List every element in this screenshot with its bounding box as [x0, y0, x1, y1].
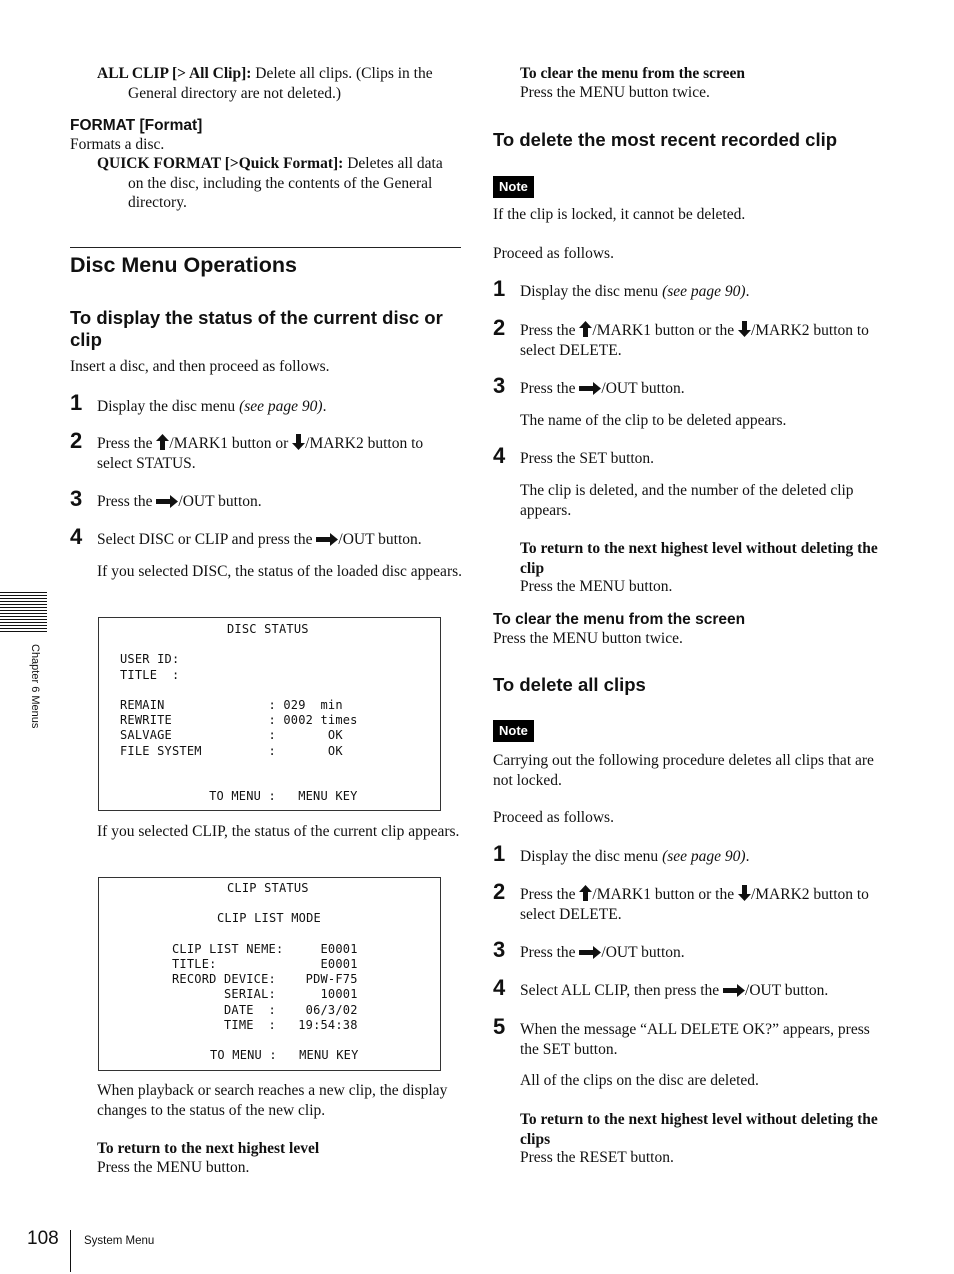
step-text: Press the /OUT button.: [520, 380, 685, 397]
screen-line: CLIP STATUS: [227, 881, 309, 895]
quick-format-desc: Deletes all data on the disc, including the contents of the General directory.: [128, 155, 443, 211]
screen-line: [120, 637, 358, 652]
footer-divider: [70, 1230, 71, 1272]
chapter-side-label: Chapter 6 Menus: [29, 644, 41, 729]
down-arrow-icon: [292, 434, 305, 450]
screen-line: TITLE :: [120, 667, 180, 682]
step-text: Select DISC or CLIP and press the /OUT button.: [97, 531, 422, 548]
playback-note: When playback or search reaches a new clip, the display changes to the status of the new clip.: [97, 1082, 448, 1119]
clear-heading-top: To clear the menu from the screen: [520, 65, 745, 82]
screen-line: TO MENU : MENU KEY: [210, 1048, 359, 1063]
name-appears: The name of the clip to be deleted appears.: [520, 412, 787, 429]
down-arrow-icon: [738, 885, 751, 901]
page-number: 108: [27, 1228, 59, 1249]
status-intro: Insert a disc, and then proceed as follows.: [70, 358, 330, 375]
return-no-delete-heading: To return to the next highest level without deleting the clip: [520, 540, 878, 577]
screen-line: TO MENU : MENU KEY: [120, 789, 358, 804]
format-heading: FORMAT [Format]: [70, 117, 203, 134]
screen-line: SALVAGE : OK: [120, 728, 343, 743]
step-text: Press the /OUT button.: [97, 493, 262, 510]
note-label: Note: [493, 720, 534, 742]
screen-line: REWRITE : 0002 times: [120, 713, 358, 728]
note-label: Note: [493, 176, 534, 198]
screen-line: [120, 759, 358, 774]
up-arrow-icon: [579, 321, 592, 337]
quick-format-term: QUICK FORMAT [>Quick Format]:: [97, 155, 344, 172]
all-clip-item: [97, 64, 462, 103]
delete-recent-heading: To delete the most recent recorded clip: [493, 129, 838, 150]
step-number: 2: [493, 315, 506, 340]
step-number: 2: [70, 428, 83, 453]
screen-line: REMAIN : 029 min: [120, 698, 343, 713]
screen-line: SERIAL: 10001: [172, 987, 358, 1002]
screen-line: TIME : 19:54:38: [172, 1017, 358, 1032]
step-text: When the message “ALL DELETE OK?” appears, press the SET button.: [520, 1021, 870, 1058]
up-arrow-icon: [156, 434, 169, 450]
right-arrow-icon: [723, 984, 745, 997]
right-arrow-icon: [579, 382, 601, 395]
step-text: Display the disc menu (see page 90).: [97, 398, 327, 415]
right-arrow-icon: [579, 946, 601, 959]
step-number: 3: [493, 373, 506, 398]
return-no-delete-text: Press the MENU button.: [520, 578, 673, 595]
up-arrow-icon: [579, 885, 592, 901]
screen-line: RECORD DEVICE: PDW-F75: [172, 972, 358, 987]
clear-text: Press the MENU button twice.: [493, 630, 683, 647]
step-number: 3: [493, 937, 506, 962]
step-number: 4: [70, 524, 83, 549]
screen-line: CLIP LIST NEME: E0001: [172, 941, 358, 956]
step-text: Press the /MARK1 button or /MARK2 button to select STATUS.: [97, 435, 424, 472]
section-title: Disc Menu Operations: [70, 253, 297, 277]
return-reset-text: Press the RESET button.: [520, 1149, 674, 1166]
step-number: 4: [493, 975, 506, 1000]
format-desc: Formats a disc.: [70, 136, 165, 153]
step-number: 1: [493, 841, 506, 866]
screen-line: USER ID:: [120, 652, 180, 667]
disc-status-lines: [120, 622, 358, 804]
proceed-text: Proceed as follows.: [493, 245, 614, 262]
clear-text-top: Press the MENU button twice.: [520, 84, 710, 101]
right-arrow-icon: [316, 533, 338, 546]
down-arrow-icon: [738, 321, 751, 337]
chapter-tab-stripes: [0, 592, 47, 634]
note-all: Carrying out the following procedure deletes all clips that are not locked.: [493, 752, 874, 789]
disc-selected-text: If you selected DISC, the status of the loaded disc appears.: [97, 563, 463, 580]
step-number: 4: [493, 443, 506, 468]
status-heading: To display the status of the current disc or clip: [70, 307, 443, 350]
clear-heading: To clear the menu from the screen: [493, 611, 746, 628]
proceed-text: Proceed as follows.: [493, 809, 614, 826]
step-number: 5: [493, 1014, 506, 1039]
step-text: Display the disc menu (see page 90).: [520, 848, 750, 865]
step-number: 3: [70, 486, 83, 511]
all-clip-desc: Delete all clips. (Clips in the General directory are not deleted.): [128, 65, 433, 102]
all-deleted-text: All of the clips on the disc are deleted.: [520, 1072, 759, 1089]
clip-deleted-text: The clip is deleted, and the number of the deleted clip appears.: [520, 482, 854, 519]
step-text: Select ALL CLIP, then press the /OUT button.: [520, 982, 829, 999]
screen-line: [110, 896, 430, 911]
note-locked: If the clip is locked, it cannot be deleted.: [493, 206, 746, 223]
return-text: Press the MENU button.: [97, 1159, 250, 1176]
step-text: Press the /MARK1 button or the /MARK2 button to select DELETE.: [520, 322, 869, 359]
screen-line: TITLE: E0001: [172, 957, 358, 972]
screen-line: [120, 774, 358, 789]
screen-line: [110, 927, 430, 942]
section-rule: [70, 247, 461, 248]
screen-line: [120, 683, 358, 698]
return-no-delete-clips-heading: To return to the next highest level without deleting the clips: [520, 1111, 878, 1148]
step-number: 2: [493, 879, 506, 904]
screen-line: DATE : 06/3/02: [172, 1002, 358, 1017]
return-heading: To return to the next highest level: [97, 1140, 320, 1157]
screen-line: FILE SYSTEM : OK: [120, 743, 343, 758]
quick-format-item: [97, 154, 462, 213]
screen-line: DISC STATUS: [227, 622, 309, 636]
step-number: 1: [493, 276, 506, 301]
step-text: Display the disc menu (see page 90).: [520, 283, 750, 300]
all-clip-term: ALL CLIP [> All Clip]:: [97, 65, 252, 82]
footer-section: System Menu: [84, 1235, 155, 1247]
clip-selected-text: If you selected CLIP, the status of the current clip appears.: [97, 823, 460, 840]
step-text: Press the /OUT button.: [520, 944, 685, 961]
step-number: 1: [70, 390, 83, 415]
right-arrow-icon: [156, 495, 178, 508]
delete-all-heading: To delete all clips: [493, 674, 646, 695]
screen-line: CLIP LIST MODE: [217, 911, 321, 926]
screen-line: [110, 1033, 430, 1048]
step-text: Press the SET button.: [520, 450, 655, 467]
step-text: Press the /MARK1 button or the /MARK2 button to select DELETE.: [520, 886, 869, 923]
clip-status-lines: [110, 881, 430, 1063]
